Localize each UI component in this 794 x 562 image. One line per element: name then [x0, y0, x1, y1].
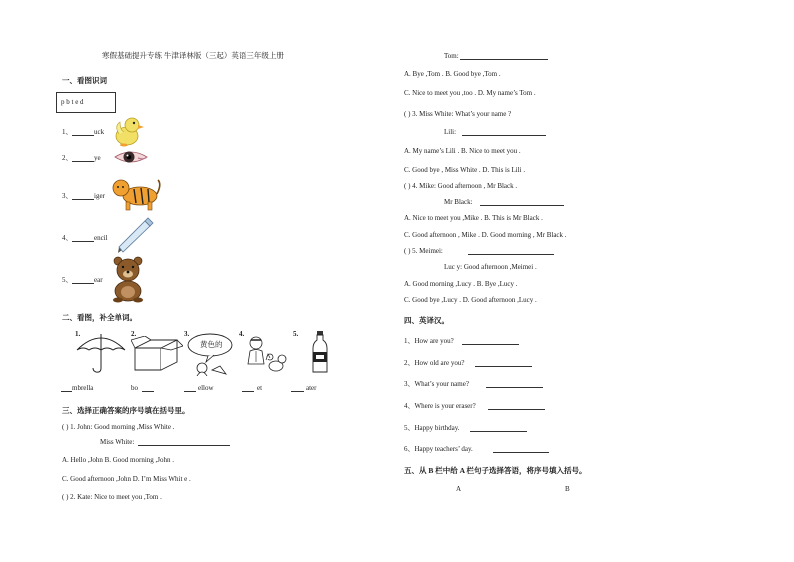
section4-heading: 四、英译汉。 — [404, 316, 449, 325]
section5-heading: 五、从 B 栏中给 A 栏句子选择答语，将序号填入括号。 — [404, 466, 587, 475]
letters-box — [56, 92, 116, 113]
section2-heading: 二、看图，补全单词。 — [62, 313, 137, 322]
item-number: 5、 — [62, 276, 73, 284]
translate-item-4: 4、Where is your eraser? — [404, 402, 476, 410]
answer-blank[interactable] — [468, 254, 554, 255]
item-suffix: uck — [94, 128, 105, 136]
answer-blank[interactable] — [72, 199, 94, 200]
picture-number: 5. — [293, 330, 299, 338]
question-2-response: Tom: — [444, 52, 459, 60]
answer-blank[interactable] — [475, 366, 532, 367]
question-2: ( ) 2. Kate: Nice to meet you ,Tom . — [62, 493, 162, 501]
answer-blank[interactable] — [72, 283, 94, 284]
answer-blank[interactable] — [488, 409, 545, 410]
tiger-icon — [110, 174, 162, 212]
picture-number: 2. — [131, 330, 137, 338]
answer-blank[interactable] — [462, 135, 546, 136]
answer-blank[interactable] — [480, 205, 564, 206]
bear-icon — [110, 255, 148, 303]
question-3-options-ab: A. My name’s Lili . B. Nice to meet you . — [404, 147, 521, 155]
question-4-options-cd: C. Good afternoon , Mike . D. Good morning , Mr Black . — [404, 231, 567, 239]
question-5-response: Luc y: Good afternoon ,Meimei . — [444, 263, 537, 271]
column-b-label: B — [565, 485, 570, 493]
question-1: ( ) 1. John: Good morning ,Miss White . — [62, 423, 175, 431]
letters-text: p b t e d — [61, 98, 84, 106]
umbrella-icon — [75, 332, 127, 374]
question-3-options-cd: C. Good bye , Miss White . D. This is Lili . — [404, 166, 526, 174]
duck-icon — [112, 114, 146, 148]
item-number: 4、 — [62, 234, 73, 242]
question-2-options-cd: C. Nice to meet you ,too . D. My name’s Tom . — [404, 89, 536, 97]
answer-blank[interactable] — [462, 344, 519, 345]
page-title: 寒假基础提升专练 牛津译林版（三起）英语三年级上册 — [102, 51, 284, 60]
blank-umbrella[interactable] — [61, 391, 72, 392]
answer-blank[interactable] — [138, 445, 230, 446]
item-number: 1、 — [62, 128, 73, 136]
translate-item-6: 6、Happy teachers’ day. — [404, 445, 473, 453]
word-box: bo — [131, 384, 138, 392]
answer-blank[interactable] — [72, 135, 94, 136]
item-number: 3、 — [62, 192, 73, 200]
section3-heading: 三、选择正确答案的序号填在括号里。 — [62, 406, 190, 415]
translate-item-2: 2、How old are you? — [404, 359, 465, 367]
question-5-options-ab: A. Good morning ,Lucy . B. Bye ,Lucy . — [404, 280, 518, 288]
question-3: ( ) 3. Miss White: What’s your name ? — [404, 110, 512, 118]
answer-blank[interactable] — [72, 241, 94, 242]
answer-blank[interactable] — [486, 387, 543, 388]
question-5-options-cd: C. Good bye ,Lucy . D. Good afternoon ,Lucy . — [404, 296, 537, 304]
answer-blank[interactable] — [470, 431, 527, 432]
water-bottle-icon — [312, 330, 328, 374]
word-umbrella: mbrella — [72, 384, 94, 392]
question-1-options-cd: C. Good afternoon ,John D. I’m Miss Whit e . — [62, 475, 191, 483]
answer-blank[interactable] — [460, 59, 548, 60]
item-suffix: ear — [94, 276, 103, 284]
picture-number: 4. — [239, 330, 245, 338]
vet-with-pets-icon — [240, 334, 292, 374]
question-4-response: Mr Black: — [444, 198, 473, 206]
question-1-response: Miss White: — [100, 438, 135, 446]
item-suffix: encil — [94, 234, 108, 242]
picture-number: 3. — [184, 330, 190, 338]
translate-item-3: 3、What’s your name? — [404, 380, 469, 388]
question-3-response: Lili: — [444, 128, 457, 136]
translate-item-5: 5、Happy birthday. — [404, 424, 460, 432]
item-suffix: ye — [94, 154, 101, 162]
pencil-icon — [114, 216, 154, 254]
section1-heading: 一、看图识词 — [62, 76, 107, 85]
answer-blank[interactable] — [72, 161, 94, 162]
question-4: ( ) 4. Mike: Good afternoon , Mr Black . — [404, 182, 518, 190]
bubble-text: 黄色的 — [200, 340, 223, 349]
box-icon — [131, 336, 183, 372]
word-water: ater — [306, 384, 317, 392]
question-4-options-ab: A. Nice to meet you ,Mike . B. This is Mr Black . — [404, 214, 543, 222]
speech-bubble-icon — [186, 332, 238, 376]
blank-water[interactable] — [291, 391, 304, 392]
blank-box[interactable] — [142, 391, 154, 392]
blank-vet[interactable] — [242, 391, 254, 392]
blank-yellow[interactable] — [184, 391, 196, 392]
eye-icon — [112, 148, 150, 166]
item-number: 2、 — [62, 154, 73, 162]
picture-number: 1. — [75, 330, 81, 338]
item-suffix: iger — [94, 192, 105, 200]
translate-item-1: 1、How are you? — [404, 337, 454, 345]
question-2-options-ab: A. Bye ,Tom . B. Good bye ,Tom . — [404, 70, 501, 78]
column-a-label: A — [456, 485, 462, 493]
question-1-options-ab: A. Hello ,John B. Good morning ,John . — [62, 456, 174, 464]
question-5: ( ) 5. Meimei: — [404, 247, 443, 255]
answer-blank[interactable] — [493, 452, 549, 453]
word-yellow: ellow — [198, 384, 214, 392]
word-vet: et — [257, 384, 263, 392]
